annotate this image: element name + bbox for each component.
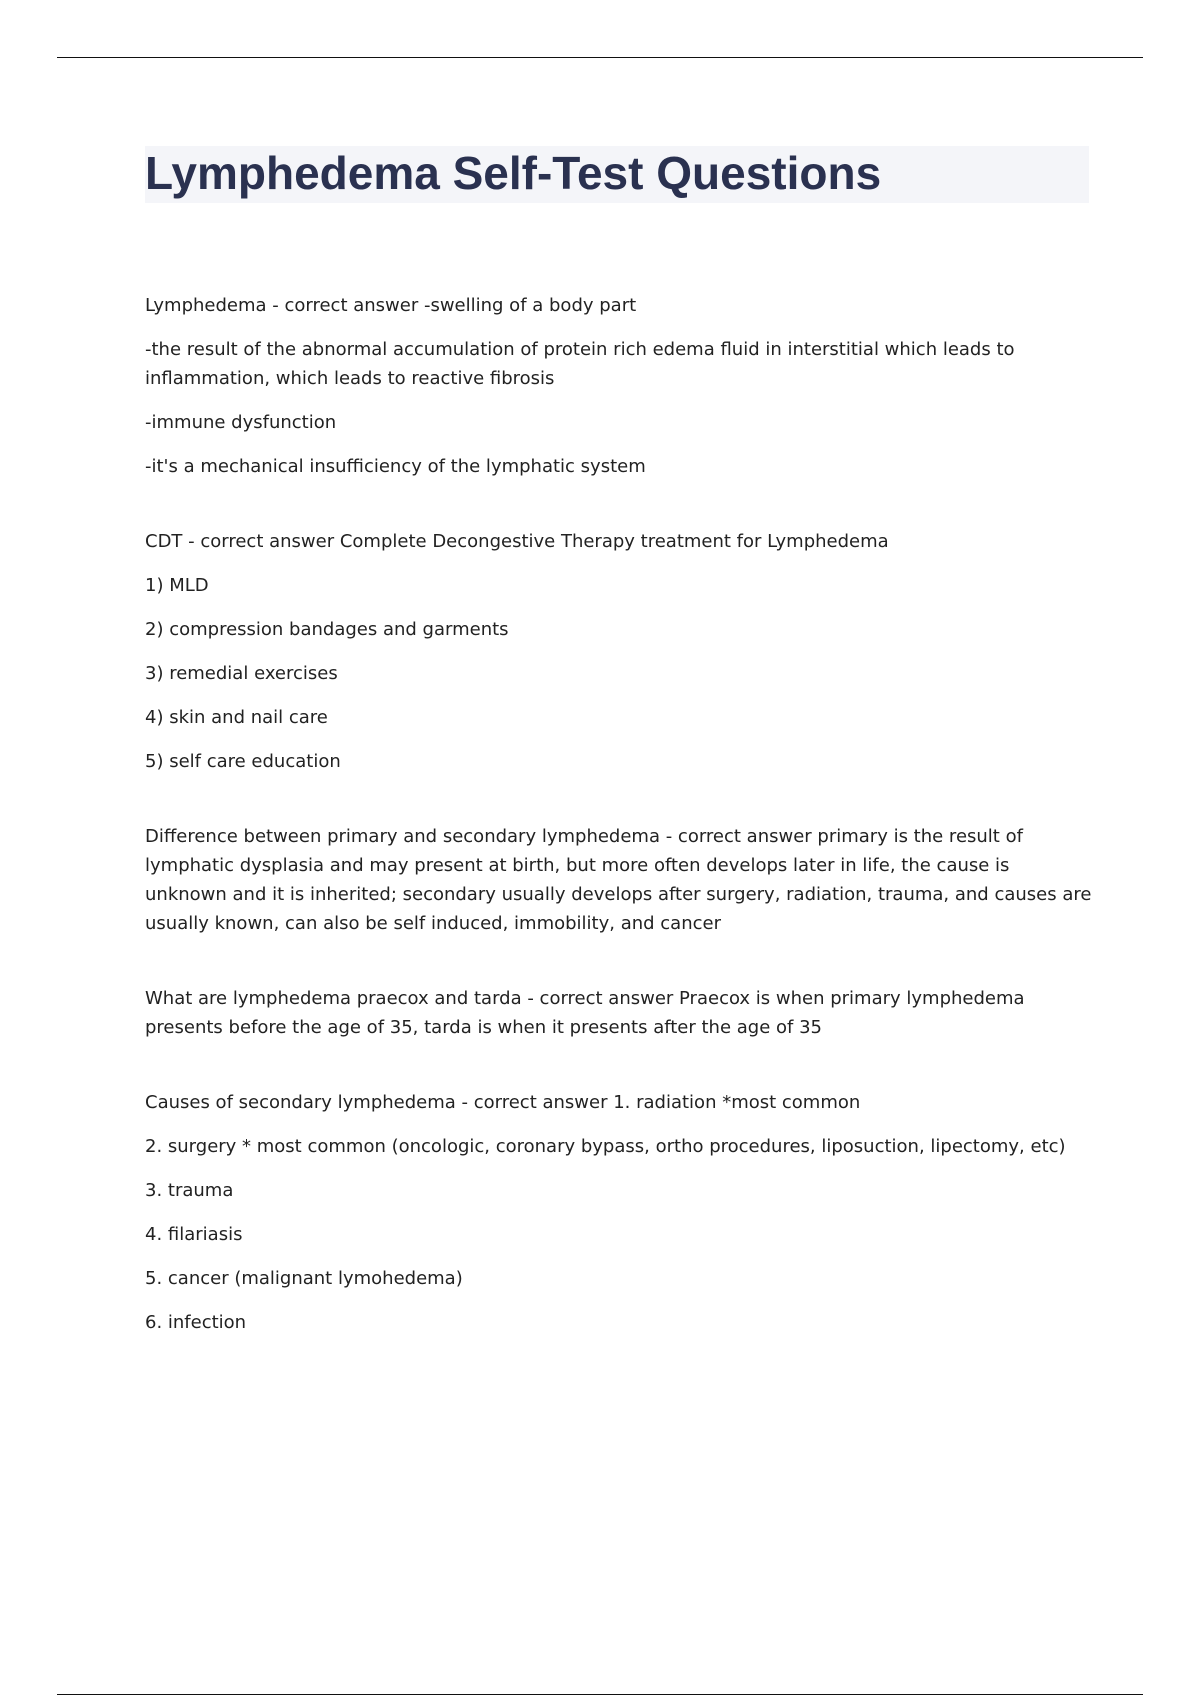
list-item: 1) MLD bbox=[145, 575, 209, 596]
list-item: 2. surgery * most common (oncologic, coronary bypass, ortho procedures, liposuction, lipectomy, etc) bbox=[145, 1136, 1066, 1157]
list-item: 5. cancer (malignant lymohedema) bbox=[145, 1268, 463, 1289]
list-item: 6. infection bbox=[145, 1312, 247, 1333]
list-item: 5) self care education bbox=[145, 751, 341, 772]
paragraph: Causes of secondary lymphedema - correct answer 1. radiation *most common bbox=[145, 1092, 861, 1113]
list-item: 2) compression bandages and garments bbox=[145, 619, 509, 640]
section-causes bbox=[145, 1088, 1095, 1337]
document-body bbox=[145, 291, 1095, 1352]
list-item: 4) skin and nail care bbox=[145, 707, 328, 728]
section-primary-secondary bbox=[145, 822, 1095, 938]
page-title: Lymphedema Self-Test Questions bbox=[145, 147, 882, 199]
section-cdt bbox=[145, 527, 1095, 776]
paragraph: -it's a mechanical insufficiency of the lymphatic system bbox=[145, 456, 646, 477]
bottom-rule bbox=[57, 1694, 1143, 1695]
section-lymphedema bbox=[145, 291, 1095, 481]
paragraph: -the result of the abnormal accumulation of protein rich edema fluid in interstitial which leads to inflammation, which leads to reactive fibrosis bbox=[145, 339, 1015, 389]
section-praecox-tarda bbox=[145, 984, 1095, 1042]
list-item: 3. trauma bbox=[145, 1180, 234, 1201]
list-item: 4. filariasis bbox=[145, 1224, 243, 1245]
paragraph: -immune dysfunction bbox=[145, 412, 337, 433]
top-rule bbox=[57, 57, 1143, 58]
paragraph: What are lymphedema praecox and tarda - correct answer Praecox is when primary lymphedema presents before the age of 35, tarda is when it presents after the age of 35 bbox=[145, 988, 1025, 1038]
paragraph: CDT - correct answer Complete Decongestive Therapy treatment for Lymphedema bbox=[145, 531, 889, 552]
list-item: 3) remedial exercises bbox=[145, 663, 338, 684]
paragraph: Lymphedema - correct answer -swelling of a body part bbox=[145, 295, 637, 316]
paragraph: Difference between primary and secondary lymphedema - correct answer primary is the result of lymphatic dysplasia and may present at birth, but more often develops later in life, the cause is unknown and it is inherited; secondary usually develops after surgery, radiation, trauma, and causes are usually known, can also be self induced, immobility, and cancer bbox=[145, 826, 1092, 934]
